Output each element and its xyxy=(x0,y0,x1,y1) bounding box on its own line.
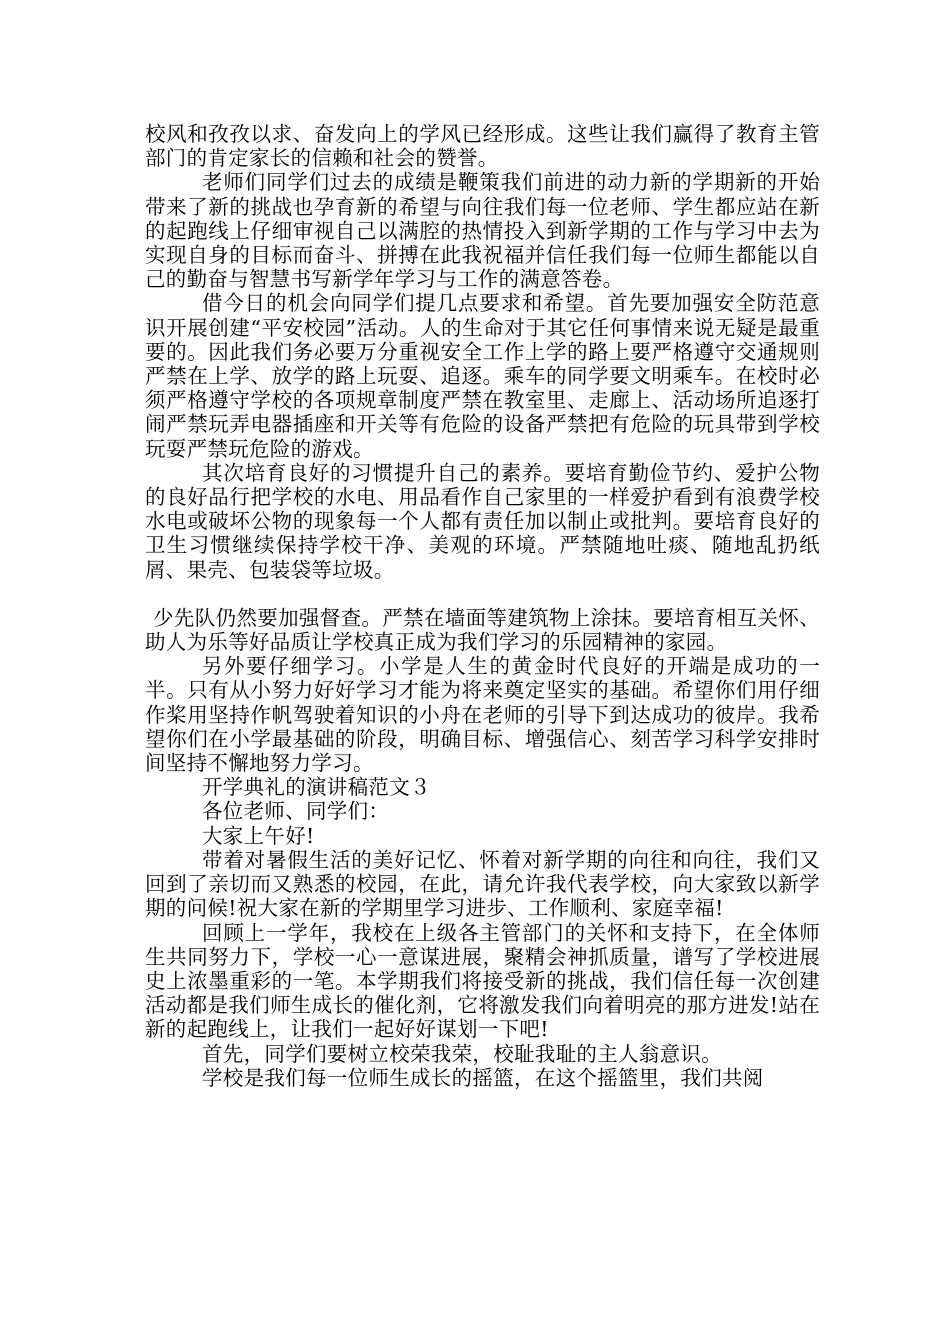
paragraph-5: 少先队仍然要加强督查。严禁在墙面等建筑物上涂抹。要培育相互关怀、助人为乐等好品质让学校真正成为我们学习的乐园精神的家园。 xyxy=(145,605,820,655)
greeting: 大家上午好! xyxy=(202,823,315,848)
paragraph-9: 首先，同学们要树立校荣我荣，校耻我耻的主人翁意识。 xyxy=(202,1041,722,1066)
paragraph-8: 回顾上一学年，我校在上级各主管部门的关怀和支持下，在全体师生共同努力下，学校一心一意谋进展，聚精会神抓质量，谱写了学校进展史上浓墨重彩的一笔。本学期我们将接受新的挑战，我们信任每一次创建活动都是我们师生成长的催化剂，它将激发我们向着明亮的那方进发!站在新的起跑线上，让我们一起好好谋划一下吧! xyxy=(145,920,820,1042)
paragraph-2: 老师们同学们过去的成绩是鞭策我们前进的动力新的学期新的开始带来了新的挑战也孕育新的希望与向往我们每一位老师、学生都应站在新的起跑线上仔细审视自己以满腔的热情投入到新学期的工作与学习中去为实现自身的目标而奋斗、拼搏在此我祝福并信任我们每一位师生都能以自己的勤奋与智慧书写新学年学习与工作的满意答卷。 xyxy=(145,170,820,292)
paragraph-3: 借今日的机会向同学们提几点要求和希望。首先要加强安全防范意识开展创建“平安校园”活动。人的生命对于其它任何事情来说无疑是最重要的。因此我们务必要万分重视安全工作上学的路上要严格遵守交通规则严禁在上学、放学的路上玩耍、追逐。乘车的同学要文明乘车。在校时必须严格遵守学校的各项规章制度严禁在教室里、走廊上、活动场所追逐打闹严禁玩弄电器插座和开关等有危险的设备严禁把有危险的玩具带到学校玩耍严禁玩危险的游戏。 xyxy=(145,291,820,461)
speech-title: 开学典礼的演讲稿范文３ xyxy=(202,775,431,800)
paragraph-6: 另外要仔细学习。小学是人生的黄金时代良好的开端是成功的一半。只有从小努力好好学习才能为将来奠定坚实的基础。希望你们用仔细作桨用坚持作帆驾驶着知识的小舟在老师的引导下到达成功的彼岸。我希望你们在小学最基础的阶段，明确目标、增强信心、刻苦学习科学安排时间坚持不懈地努力学习。 xyxy=(145,654,820,776)
paragraph-7: 带着对暑假生活的美好记忆、怀着对新学期的向往和向往，我们又回到了亲切而又熟悉的校园，在此，请允许我代表学校，向大家致以新学期的问候!祝大家在新的学期里学习进步、工作顺利、家庭幸福! xyxy=(145,847,820,921)
salutation: 各位老师、同学们： xyxy=(202,799,390,824)
paragraph-1: 校风和孜孜以求、奋发向上的学风已经形成。这些让我们赢得了教育主管部门的肯定家长的信赖和社会的赞誉。 xyxy=(145,122,820,171)
paragraph-4: 其次培育良好的习惯提升自己的素养。要培育勤俭节约、爱护公物的良好品行把学校的水电、用品看作自己家里的一样爱护看到有浪费学校水电或破坏公物的现象每一个人都有责任加以制止或批判。要培育良好的卫生习惯继续保持学校干净、美观的环境。严禁随地吐痰、随地乱扔纸屑、果壳、包装袋等垃圾。 xyxy=(145,460,820,582)
document-body xyxy=(145,122,820,1090)
paragraph-10: 学校是我们每一位师生成长的摇篮，在这个摇篮里，我们共阅 xyxy=(202,1065,764,1090)
